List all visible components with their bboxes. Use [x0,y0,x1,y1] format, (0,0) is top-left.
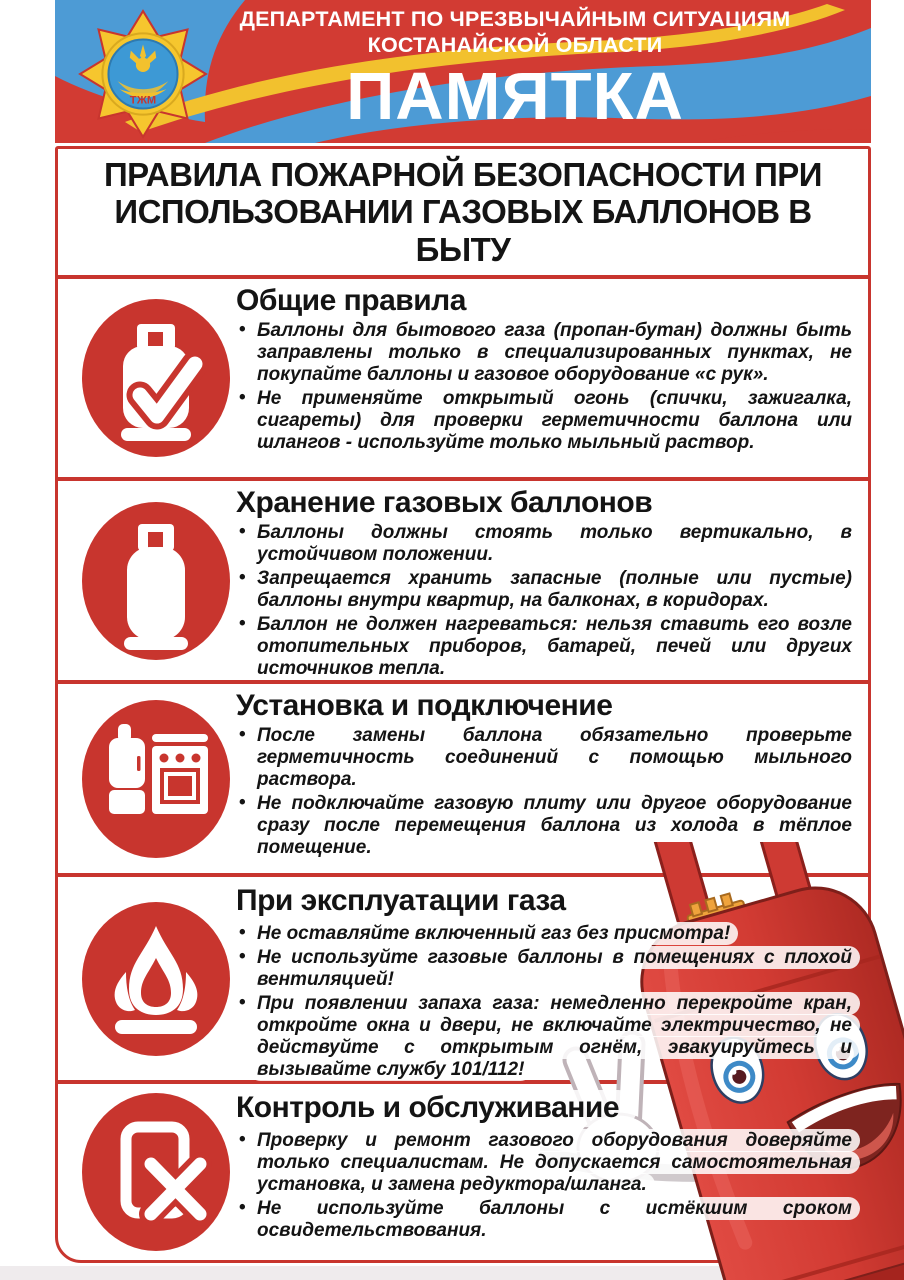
rule-bullet: • Проверку и ремонт газового оборудования доверяйте только специалистам. Не допускается самостоятельная установка, и замена редуктора/шланга. [236,1130,852,1196]
department-name-line1: ДЕПАРТАМЕНТ ПО ЧРЕЗВЫЧАЙНЫМ СИТУАЦИЯМ [239,7,791,31]
main-title: ПРАВИЛА ПОЖАРНОЙ БЕЗОПАСНОСТИ ПРИ ИСПОЛЬЗОВАНИИ ГАЗОВЫХ БАЛЛОНОВ В БЫТУ [103,155,823,268]
section-general-rules [58,279,868,477]
rule-bullet: • Баллоны должны стоять только вертикально, в устойчивом положении. [236,522,852,566]
rule-bullet: • Не оставляйте включенный газ без присмотра! [236,923,852,945]
memo-title: ПАМЯТКА [346,58,684,134]
document-rejected-icon [82,1093,230,1251]
gas-cylinder-icon [82,502,230,660]
rule-bullet: • Запрещается хранить запасные (полные или пустые) баллоны внутри квартир, на балконах, в коридорах. [236,568,852,612]
rule-bullet: • Не используйте газовые баллоны в помещениях с плохой вентиляцией! [236,947,852,991]
main-title-box [58,149,868,275]
flame-icon [82,900,230,1058]
gas-stove-icon [82,700,230,858]
section-title: При эксплуатации газа [236,883,850,920]
rule-bullet: • Не подключайте газовую плиту или другое оборудование сразу после перемещения баллона из холода в тёплое помещение. [236,793,852,859]
section-title: Хранение газовых баллонов [236,486,653,519]
section-storage [58,481,868,680]
rule-list [236,923,852,1081]
rule-list [236,320,852,454]
emblem-abbr-text: ТЖМ [129,94,157,107]
section-title: Контроль и обслуживание [236,1090,850,1127]
rule-bullet: • Баллоны для бытового газа (пропан-бутан) должны быть заправлены только в специализированных пунктах, не покупайте баллоны и газовое оборудование «с рук». [236,320,852,386]
content-frame [55,146,871,1263]
gas-cylinder-check-icon [82,299,230,457]
section-usage [58,877,868,1080]
header-banner [55,0,871,143]
rule-list [236,522,852,680]
section-title: Установка и подключение [236,689,613,722]
rule-bullet: • Не используйте баллоны с истёкшим сроком освидетельствования. [236,1198,852,1242]
rule-bullet: • Не применяйте открытый огонь (спички, зажигалка, сигареты) для проверки герметичности баллона или шлангов - используйте только мыльный раствор. [236,388,852,454]
rule-list [236,1130,852,1242]
rule-bullet: • При появлении запаха газа: немедленно перекройте кран, откройте окна и двери, не включайте электричество, не действуйте с открытым огнём, эвакуируйтесь и вызывайте службу 101/112! [236,993,852,1081]
rule-list [236,725,852,859]
rule-bullet: • После замены баллона обязательно проверьте герметичность соединений с помощью мыльного раствора. [236,725,852,791]
section-installation [58,684,868,873]
rule-bullet: • Баллон не должен нагреваться: нельзя ставить его возле отопительных приборов, батарей, печей или других источников тепла. [236,614,852,680]
section-maintenance [58,1084,868,1260]
department-name-line2: КОСТАНАЙСКОЙ ОБЛАСТИ [367,32,663,57]
section-title: Общие правила [236,284,466,317]
